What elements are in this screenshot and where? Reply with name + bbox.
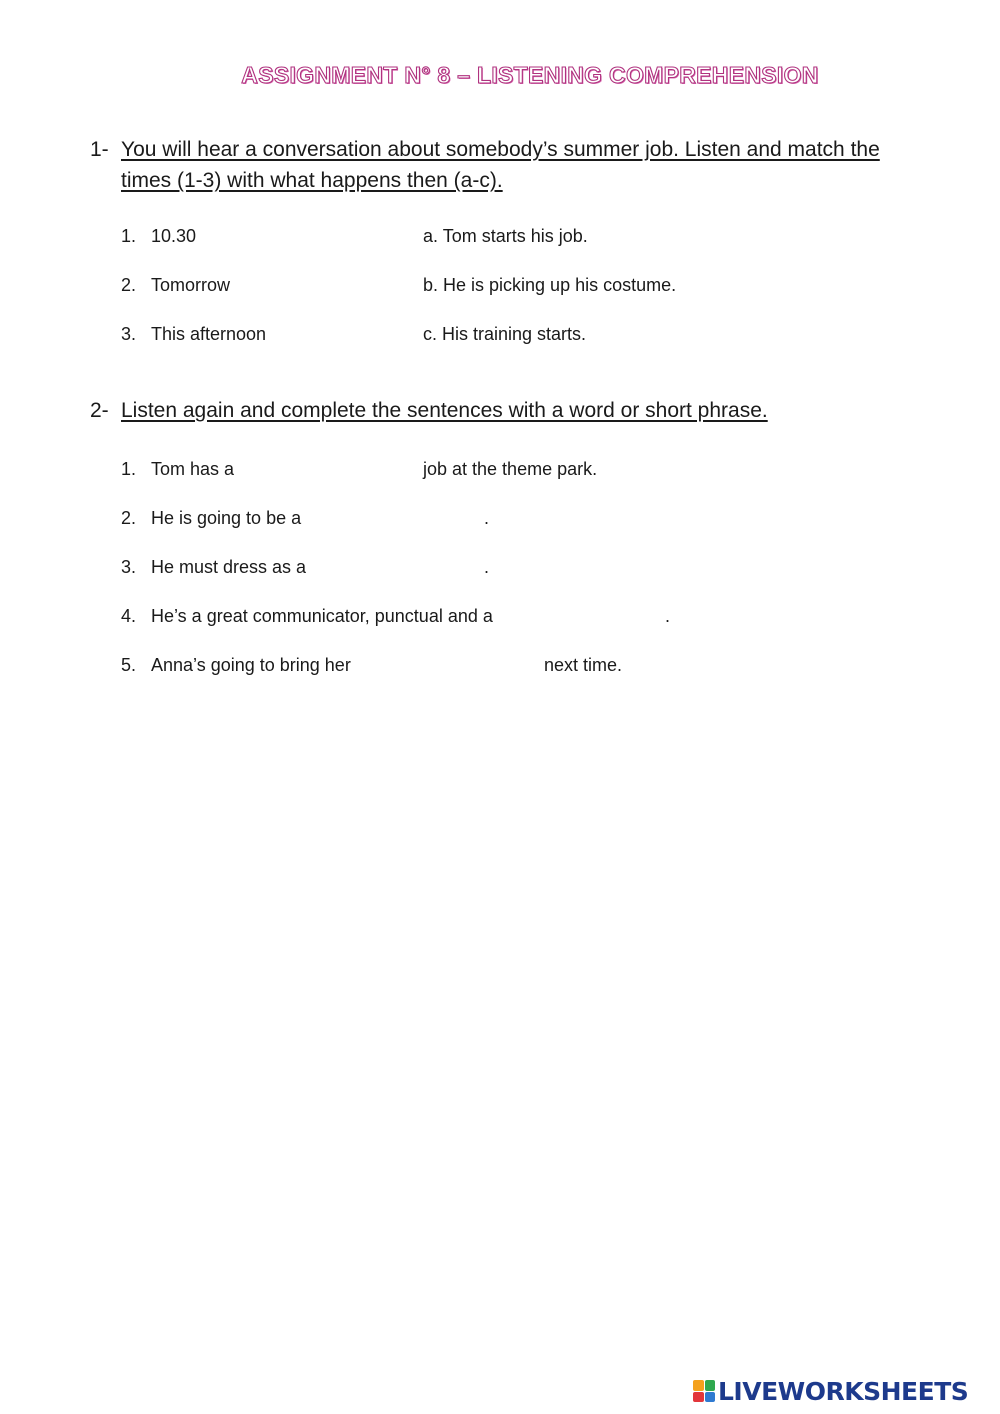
question-number: 1-	[90, 138, 109, 161]
match-event: a. Tom starts his job.	[423, 226, 588, 246]
match-time: 10.30	[151, 226, 197, 246]
item-number: 4.	[121, 606, 137, 626]
sentence-start: Anna’s going to bring her	[151, 655, 351, 675]
question-1-instruction	[90, 134, 920, 196]
sentence-start: He is going to be a	[151, 508, 302, 528]
liveworksheets-logo	[693, 1376, 993, 1406]
sentence-end: .	[484, 557, 490, 577]
item-number: 3.	[121, 324, 137, 344]
question-text: Listen again and complete the sentences with a word or short phrase.	[121, 399, 768, 422]
item-number: 5.	[121, 655, 137, 675]
match-time: Tomorrow	[151, 275, 231, 295]
sentence-end: job at the theme park.	[423, 459, 598, 479]
page-title: ASSIGNMENT N° 8 – LISTENING COMPREHENSION	[241, 62, 819, 88]
item-number: 2.	[121, 275, 137, 295]
logo-blocks-icon	[693, 1380, 715, 1402]
sentence-end: .	[665, 606, 671, 626]
item-number: 1.	[121, 459, 137, 479]
match-time: This afternoon	[151, 324, 267, 344]
item-number: 3.	[121, 557, 137, 577]
sentence-end: next time.	[544, 655, 623, 675]
logo-text: LIVEWORKSHEETS	[718, 1376, 969, 1406]
sentence-start: He must dress as a	[151, 557, 307, 577]
match-event: c. His training starts.	[423, 324, 587, 344]
sentence-start: He’s a great communicator, punctual and a	[151, 606, 493, 626]
question-number: 2-	[90, 399, 109, 422]
match-event: b. He is picking up his costume.	[423, 275, 677, 295]
sentence-start: Tom has a	[151, 459, 235, 479]
question-text: You will hear a conversation about somebody’s summer job. Listen and match the times (1-3) with what happens then (a-c).	[121, 138, 880, 192]
question-2-instruction	[90, 395, 920, 426]
sentence-end: .	[484, 508, 490, 528]
item-number: 1.	[121, 226, 137, 246]
item-number: 2.	[121, 508, 137, 528]
